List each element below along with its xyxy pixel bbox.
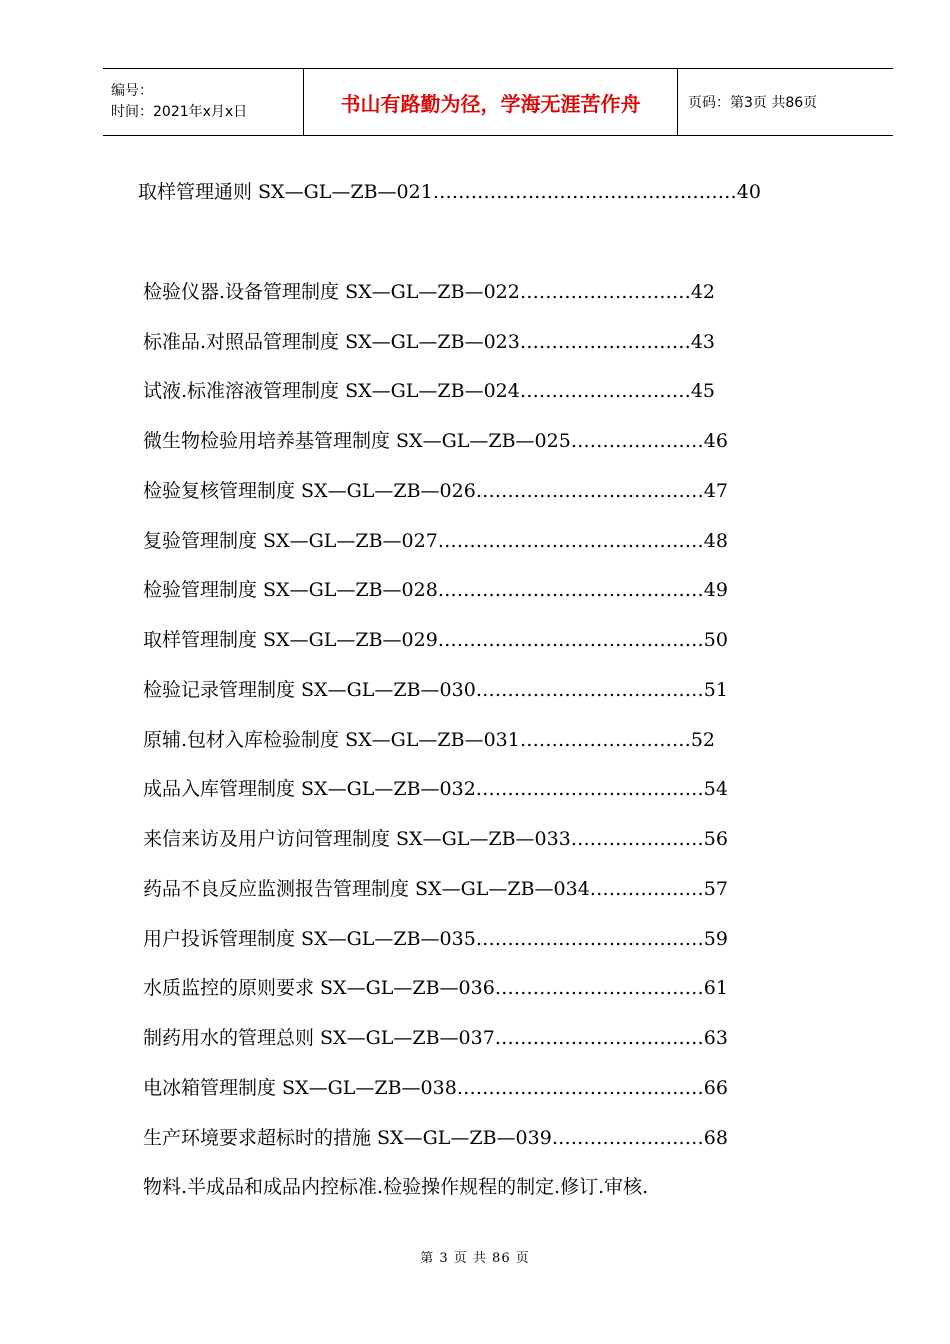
toc-entry: 水质监控的原则要求 SX—GL—ZB—036……………………………61 xyxy=(143,977,728,999)
toc-entry: 检验复核管理制度 SX—GL—ZB—026………………………………47 xyxy=(143,480,728,502)
header-meta xyxy=(103,69,304,135)
header-page-info: 页码：第3页 共86页 xyxy=(688,95,818,111)
page-footer: 第 3 页 共 86 页 xyxy=(420,1251,530,1266)
toc-entry: 原辅.包材入库检验制度 SX—GL—ZB—031………………………52 xyxy=(143,729,716,751)
page-header xyxy=(103,68,893,136)
toc-entry: 检验记录管理制度 SX—GL—ZB—030………………………………51 xyxy=(143,679,728,701)
header-motto: 书山有路勤为径，学海无涯苦作舟 xyxy=(304,69,678,135)
toc-entry: 电冰箱管理制度 SX—GL—ZB—038…………………………………66 xyxy=(143,1077,728,1099)
toc-entry: 取样管理制度 SX—GL—ZB—029……………………………………50 xyxy=(143,629,728,651)
toc-entry: 试液.标准溶液管理制度 SX—GL—ZB—024………………………45 xyxy=(143,380,716,402)
toc-entry: 生产环境要求超标时的措施 SX—GL—ZB—039……………………68 xyxy=(143,1127,728,1149)
toc-entry: 取样管理通则 SX—GL—ZB—021…………………………………………40 xyxy=(138,181,761,203)
toc-entry: 复验管理制度 SX—GL—ZB—027……………………………………48 xyxy=(143,530,728,552)
toc-entry: 物料.半成品和成品内控标准.检验操作规程的制定.修订.审核. xyxy=(143,1176,649,1198)
time-label: 时间：2021年x月x日 xyxy=(111,104,248,120)
toc-entry: 用户投诉管理制度 SX—GL—ZB—035………………………………59 xyxy=(143,928,728,950)
toc-entry: 微生物检验用培养基管理制度 SX—GL—ZB—025…………………46 xyxy=(143,430,728,452)
toc-entry: 成品入库管理制度 SX—GL—ZB—032………………………………54 xyxy=(143,778,728,800)
toc-entry: 来信来访及用户访问管理制度 SX—GL—ZB—033…………………56 xyxy=(143,828,728,850)
toc-entry: 制药用水的管理总则 SX—GL—ZB—037……………………………63 xyxy=(143,1027,728,1049)
toc-entry: 药品不良反应监测报告管理制度 SX—GL—ZB—034………………57 xyxy=(143,878,728,900)
toc-entry: 标准品.对照品管理制度 SX—GL—ZB—023………………………43 xyxy=(143,331,716,353)
number-label: 编号： xyxy=(111,83,153,99)
toc-entry: 检验仪器.设备管理制度 SX—GL—ZB—022………………………42 xyxy=(143,281,716,303)
toc-entry: 检验管理制度 SX—GL—ZB—028……………………………………49 xyxy=(143,579,728,601)
